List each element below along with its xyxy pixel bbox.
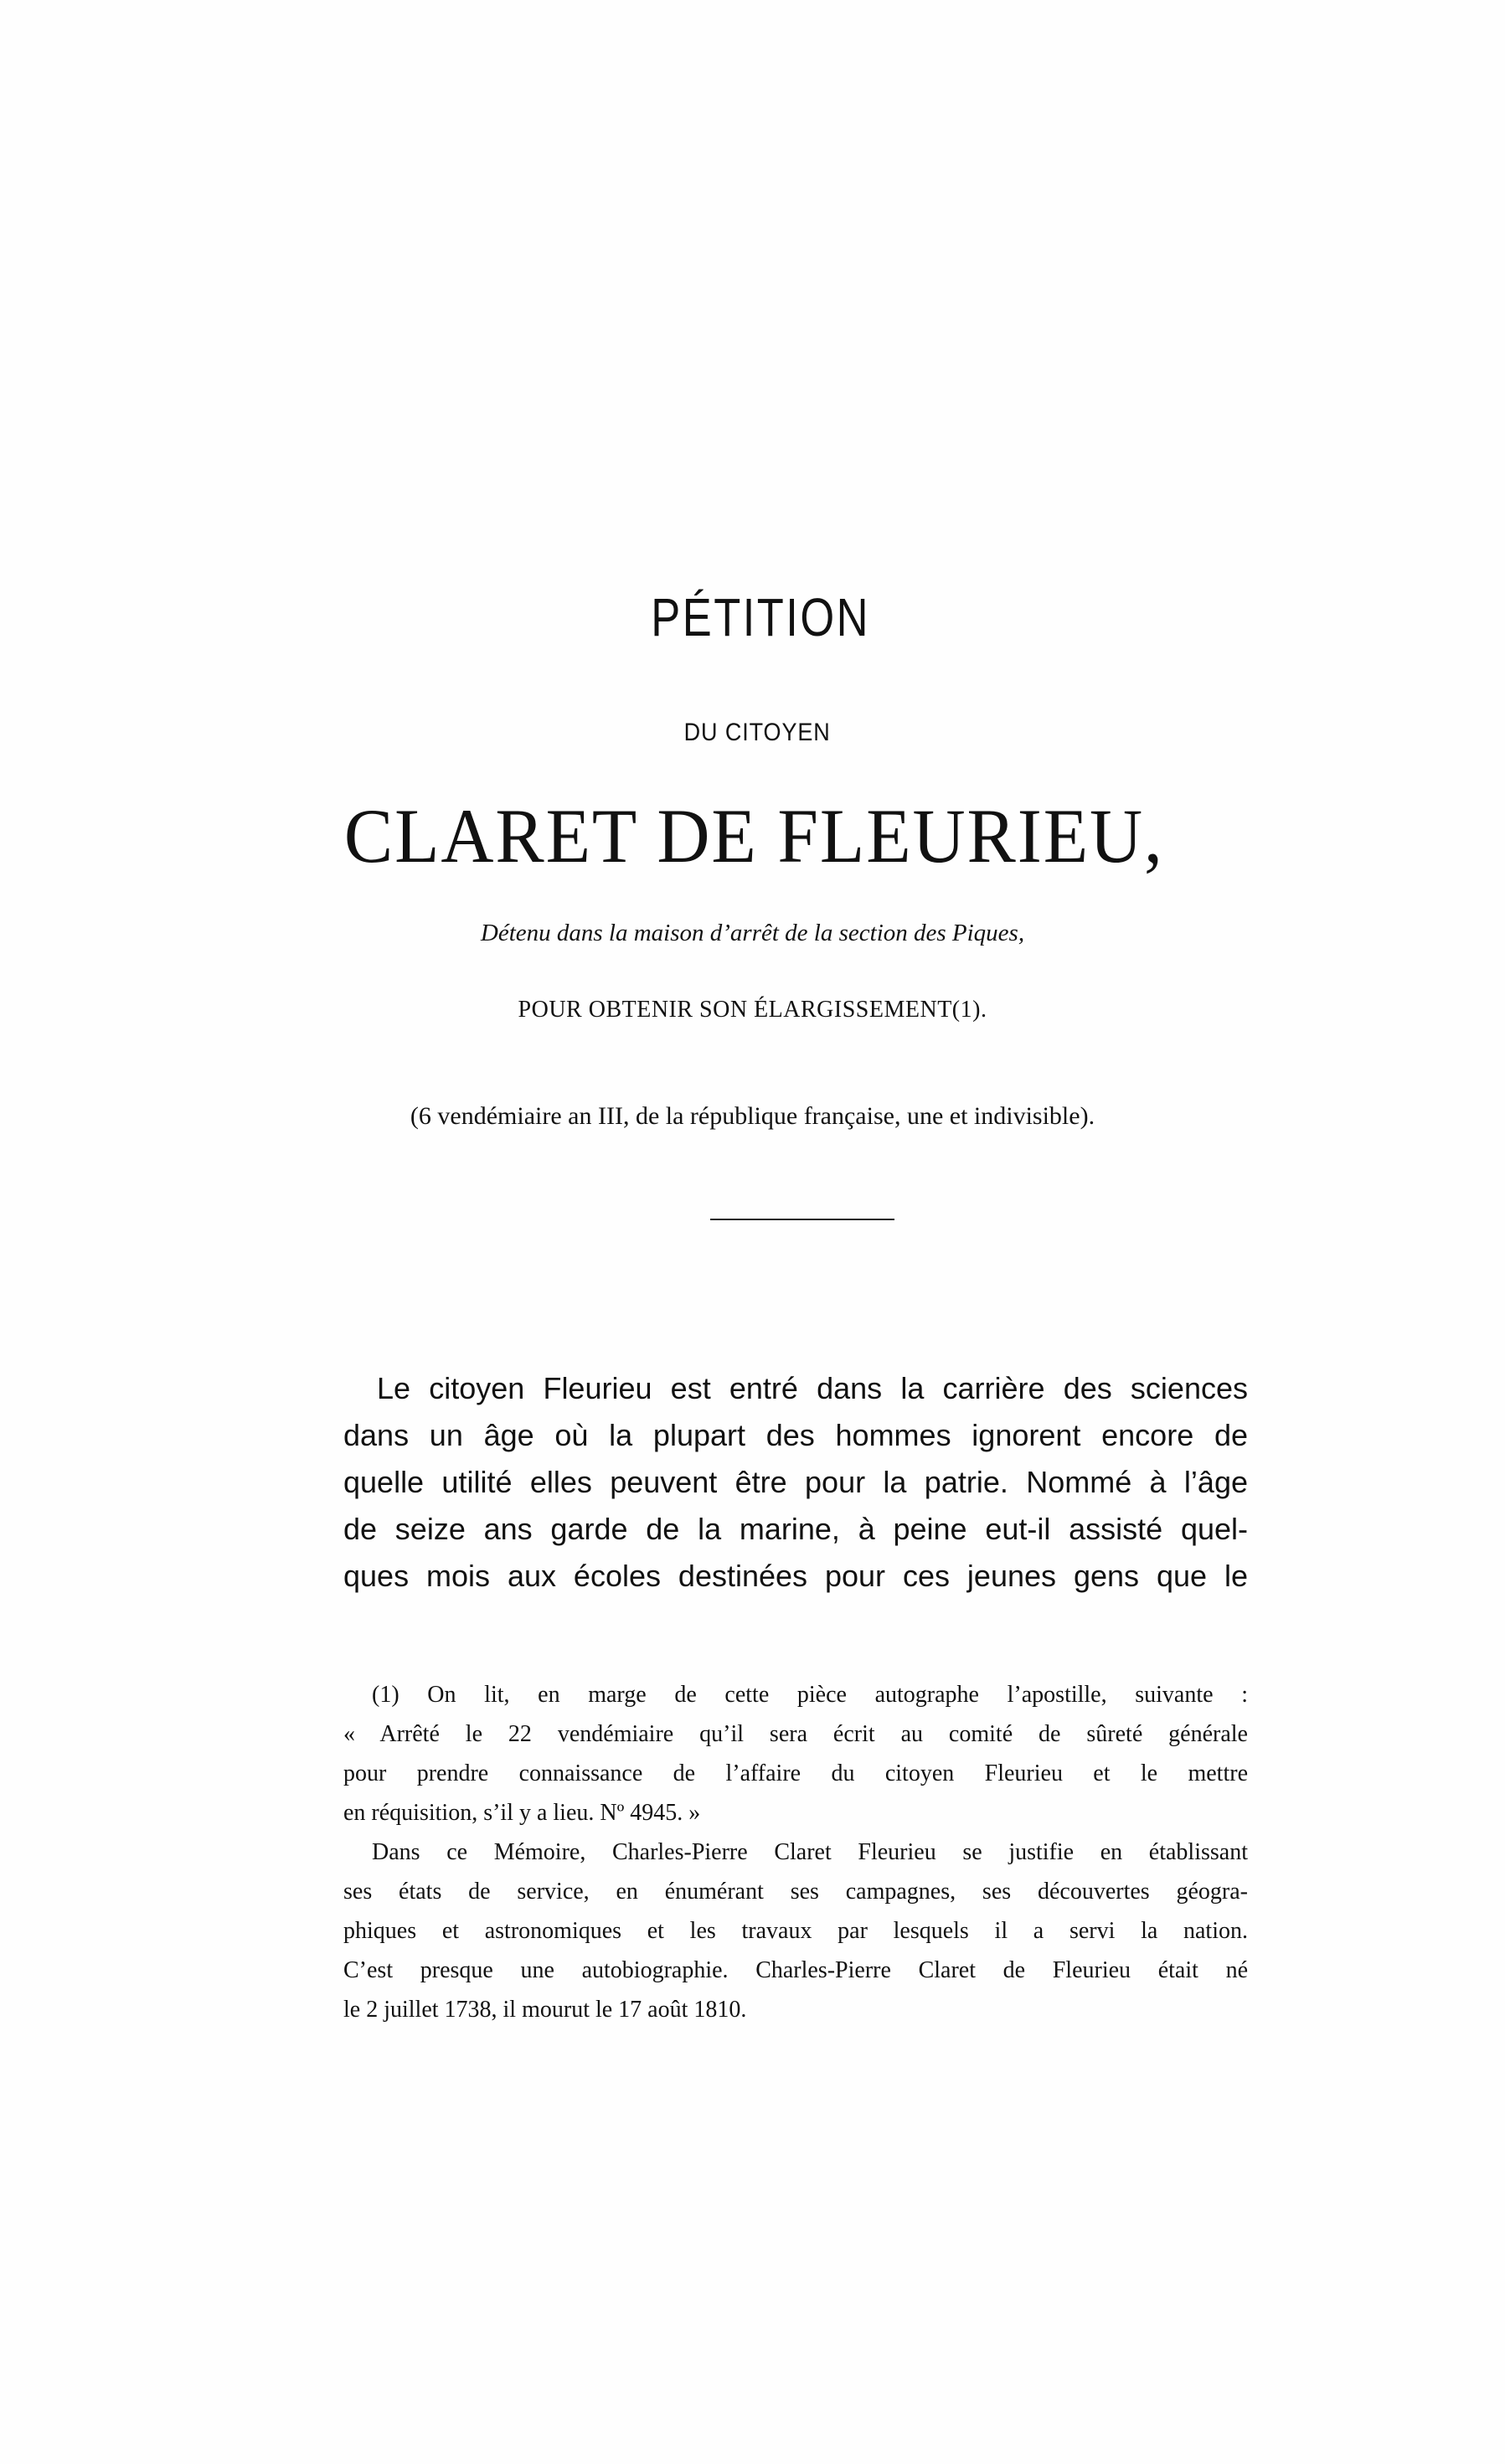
separator-rule: [710, 1219, 894, 1220]
detention-line: Détenu dans la maison d’arrêt de la section des Piques,: [480, 920, 1025, 946]
body-line: Le citoyen Fleurieu est entré dans la carrière des sciences: [377, 1371, 1248, 1405]
footnote-line: le 2 juillet 1738, il mourut le 17 août 1810.: [343, 1997, 747, 2023]
body-line: ques mois aux écoles destinées pour ces jeunes gens que le: [343, 1559, 1248, 1593]
purpose-line: POUR OBTENIR SON ÉLARGISSEMENT(1).: [518, 997, 987, 1023]
footnote-line: ses états de service, en énumérant ses campagnes, ses découvertes géogra-: [343, 1879, 1248, 1905]
footnote: [343, 1675, 1248, 2029]
petitioner-name: CLARET DE FLEURIEU,: [343, 793, 1164, 879]
body-paragraph: [343, 1365, 1248, 1600]
document-subtitle: DU CITOYEN: [683, 719, 831, 746]
footnote-line: phiques et astronomiques et les travaux par lesquels il a servi la nation.: [343, 1918, 1248, 1944]
document-title: PÉTITION: [651, 587, 870, 647]
footnote-line: (1) On lit, en marge de cette pièce autographe l’apostille, suivante :: [372, 1682, 1248, 1708]
footnote-line: Dans ce Mémoire, Charles-Pierre Claret Fleurieu se justifie en établissant: [372, 1839, 1248, 1865]
footnote-line: C’est presque une autobiographie. Charles-Pierre Claret de Fleurieu était né: [343, 1957, 1248, 1983]
date-line: (6 vendémiaire an III, de la république française, une et indivisible).: [410, 1102, 1095, 1130]
body-line: quelle utilité elles peuvent être pour la patrie. Nommé à l’âge: [343, 1465, 1248, 1499]
body-line: dans un âge où la plupart des hommes ignorent encore de: [343, 1418, 1248, 1452]
body-line: de seize ans garde de la marine, à peine eut-il assisté quel-: [343, 1512, 1248, 1546]
footnote-line: « Arrêté le 22 vendémiaire qu’il sera écrit au comité de sûreté générale: [343, 1721, 1248, 1747]
footnote-line: pour prendre connaissance de l’affaire du citoyen Fleurieu et le mettre: [343, 1760, 1248, 1786]
footnote-line: en réquisition, s’il y a lieu. Nº 4945. »: [343, 1800, 701, 1826]
